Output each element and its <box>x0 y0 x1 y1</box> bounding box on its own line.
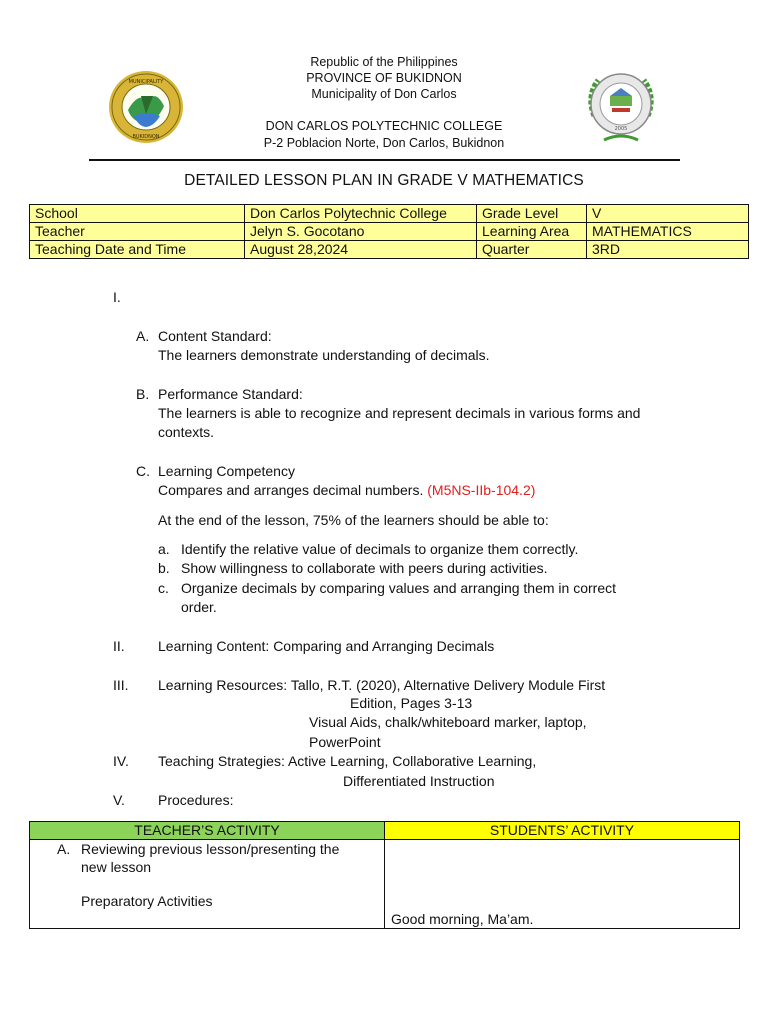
header-republic: Republic of the Philippines <box>310 55 458 69</box>
table-row <box>30 223 749 241</box>
table-row <box>30 241 749 259</box>
procedures-heading: Procedures: <box>158 792 234 808</box>
header-school-name: DON CARLOS POLYTECHNIC COLLEGE <box>265 119 503 133</box>
section-number: II. <box>113 638 125 654</box>
section-number: I. <box>113 289 121 305</box>
objectives-intro: At the end of the lesson, 75% of the learners should be able to: <box>158 512 549 528</box>
item-letter: C. <box>136 463 150 479</box>
preparatory-activities-label: Preparatory Activities <box>81 893 213 909</box>
content-standard-title: Content Standard: <box>158 328 272 344</box>
info-value: Jelyn S. Gocotano <box>245 223 477 241</box>
learning-resources-text: PowerPoint <box>309 734 381 750</box>
teaching-strategies-text: Differentiated Instruction <box>343 773 495 789</box>
competency-code: (M5NS-IIb-104.2) <box>427 482 536 498</box>
student-activity-header: STUDENTS’ ACTIVITY <box>385 822 740 840</box>
performance-standard-text: contexts. <box>158 424 215 440</box>
row-letter: A. <box>57 841 71 857</box>
objective-text-continued: order. <box>181 599 217 615</box>
info-label: Teacher <box>30 223 245 241</box>
svg-text:2005: 2005 <box>614 126 628 132</box>
learning-competency-text <box>158 481 535 500</box>
row-title: Reviewing previous lesson/presenting the <box>81 841 340 857</box>
teacher-activity-cell <box>30 840 385 929</box>
info-value: MATHEMATICS <box>587 223 749 241</box>
objective-text: Identify the relative value of decimals to organize them correctly. <box>181 541 579 557</box>
learning-resources-text: Edition, Pages 3-13 <box>350 695 473 711</box>
info-label: School <box>30 205 245 223</box>
performance-standard-title: Performance Standard: <box>158 386 303 402</box>
teaching-strategies-text: Teaching Strategies: Active Learning, Collaborative Learning, <box>158 753 537 769</box>
item-letter: A. <box>136 328 150 344</box>
header-address: P-2 Poblacion Norte, Don Carlos, Bukidnon <box>263 136 505 150</box>
table-row <box>30 840 740 929</box>
info-value: V <box>587 205 749 223</box>
item-letter: B. <box>136 386 150 402</box>
objective-letter: b. <box>158 560 170 576</box>
info-label: Learning Area <box>477 223 587 241</box>
objective-letter: c. <box>158 580 169 596</box>
table-header-row <box>30 822 740 840</box>
section-number: IV. <box>113 753 129 769</box>
performance-standard-text: The learners is able to recognize and represent decimals in various forms and <box>158 405 641 421</box>
header-municipality: Municipality of Don Carlos <box>311 87 457 101</box>
section-number: V. <box>113 792 125 808</box>
teacher-activity-header: TEACHER’S ACTIVITY <box>30 822 385 840</box>
objective-text: Organize decimals by comparing values and arranging them in correct <box>181 580 616 596</box>
info-value: Don Carlos Polytechnic College <box>245 205 477 223</box>
svg-text:BUKIDNON: BUKIDNON <box>132 134 160 140</box>
table-row <box>30 205 749 223</box>
student-activity-cell <box>385 840 740 929</box>
info-value: 3RD <box>587 241 749 259</box>
learning-resources-text: Learning Resources: Tallo, R.T. (2020), Alternative Delivery Module First <box>158 677 606 693</box>
info-value: August 28,2024 <box>245 241 477 259</box>
document-title: DETAILED LESSON PLAN IN GRADE V MATHEMATICS <box>184 172 584 189</box>
content-standard-text: The learners demonstrate understanding of decimals. <box>158 347 490 363</box>
info-label: Quarter <box>477 241 587 259</box>
section-number: III. <box>113 677 129 693</box>
info-label: Teaching Date and Time <box>30 241 245 259</box>
objective-text: Show willingness to collaborate with peers during activities. <box>181 560 548 576</box>
learning-competency-title: Learning Competency <box>158 463 295 479</box>
learning-content-text: Learning Content: Comparing and Arranging Decimals <box>158 638 495 654</box>
svg-text:MUNICIPALITY: MUNICIPALITY <box>128 79 164 85</box>
header-province: PROVINCE OF BUKIDNON <box>306 71 462 85</box>
info-label: Grade Level <box>477 205 587 223</box>
learning-resources-text: Visual Aids, chalk/whiteboard marker, laptop, <box>309 714 587 730</box>
header-divider <box>89 159 680 161</box>
row-title: new lesson <box>81 859 152 875</box>
procedures-table <box>29 821 740 929</box>
lesson-info-table <box>29 204 749 259</box>
student-response: Good morning, Ma’am. <box>391 911 534 927</box>
objective-letter: a. <box>158 541 170 557</box>
competency-description: Compares and arranges decimal numbers. <box>158 482 428 498</box>
